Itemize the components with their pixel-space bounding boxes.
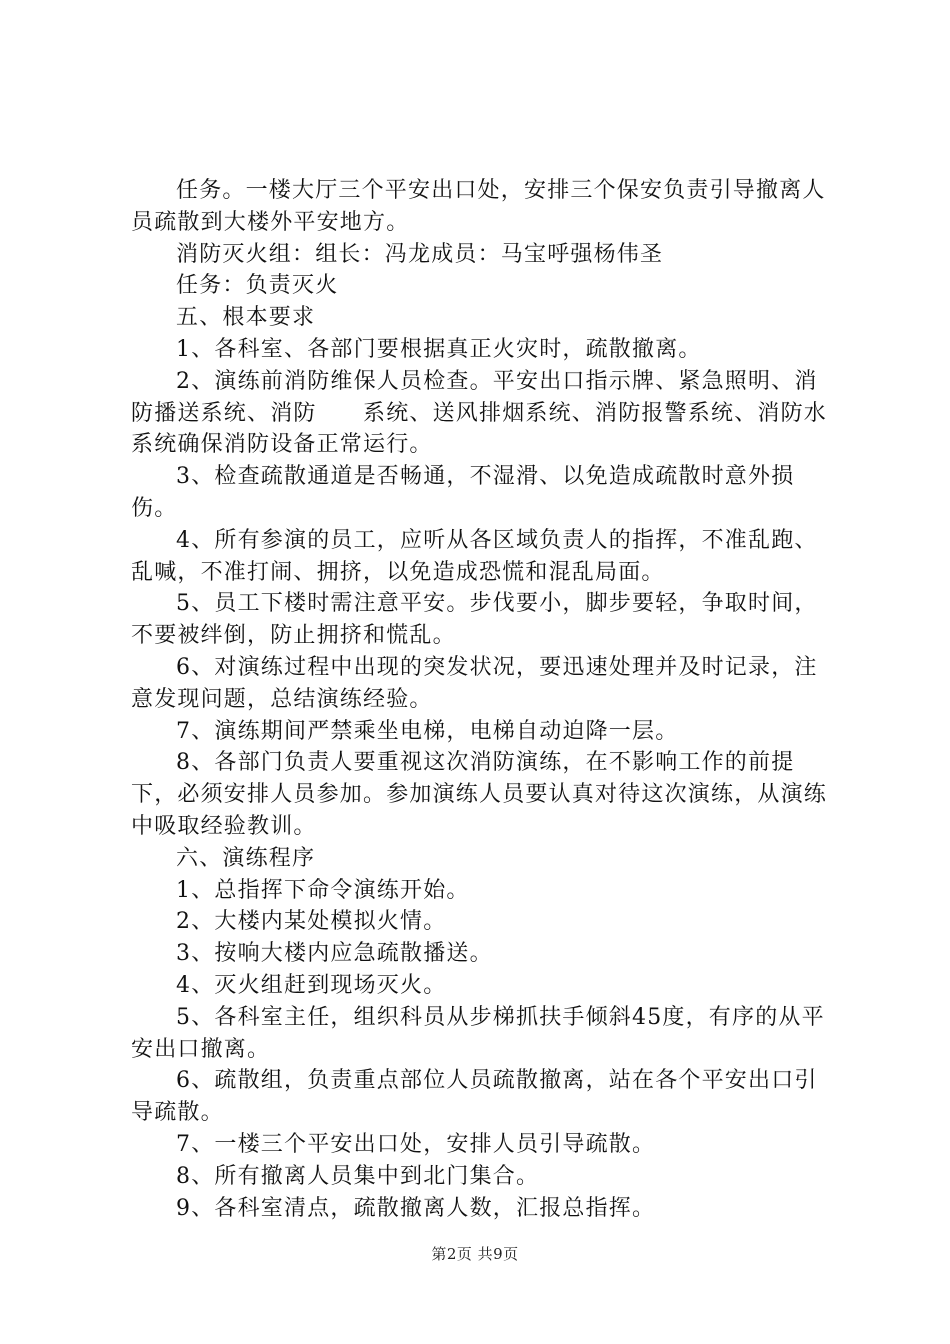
paragraph: 8、各部门负责人要重视这次消防演练，在不影响工作的前提下，必须安排人员参加。参加演练人员要认真对待这次演练，从演练中吸取经验教训。 [131, 750, 828, 839]
paragraph: 2、大楼内某处模拟火情。 [176, 909, 447, 935]
paragraph: 任务：负责灭火 [176, 273, 339, 299]
paragraph: 任务。一楼大厅三个平安出口处，安排三个保安负责引导撤离人员疏散到大楼外平安地方。 [131, 178, 826, 235]
section-heading: 五、根本要求 [176, 305, 316, 331]
section-heading: 六、演练程序 [176, 845, 316, 871]
paragraph: 7、演练期间严禁乘坐电梯，电梯自动迫降一层。 [176, 718, 679, 744]
paragraph: 7、一楼三个平安出口处，安排人员引导疏散。 [176, 1131, 656, 1157]
paragraph: 4、灭火组赶到现场灭火。 [176, 972, 447, 998]
paragraph: 5、各科室主任，组织科员从步梯抓扶手倾斜45度，有序的从平安出口撤离。 [131, 1004, 825, 1062]
paragraph: 8、所有撤离人员集中到北门集合。 [176, 1163, 540, 1189]
paragraph: 6、疏散组，负责重点部位人员疏散撤离，站在各个平安出口引导疏散。 [131, 1068, 818, 1126]
paragraph: 5、员工下楼时需注意平安。步伐要小，脚步要轻，争取时间，不要被绊倒，防止拥挤和慌乱。 [131, 591, 818, 649]
paragraph: 4、所有参演的员工，应听从各区域负责人的指挥，不准乱跑、乱喊，不准打闹、拥挤，以免造成恐慌和混乱局面。 [131, 527, 818, 585]
document-body [131, 175, 831, 1224]
paragraph: 1、总指挥下命令演练开始。 [176, 877, 470, 903]
paragraph: 9、各科室清点，疏散撤离人数，汇报总指挥。 [176, 1195, 656, 1221]
paragraph: 2、演练前消防维保人员检查。平安出口指示牌、紧急照明、消防播送系统、消防 系统、送风排烟系统、消防报警系统、消防水系统确保消防设备正常运行。 [131, 368, 828, 458]
paragraph: 消防灭火组：组长：冯龙成员：马宝呼强杨伟圣 [176, 241, 664, 267]
paragraph: 6、对演练过程中出现的突发状况，要迅速处理并及时记录，注意发现问题，总结演练经验。 [131, 654, 818, 712]
page-number-footer: 第2页 共9页 [431, 1245, 519, 1263]
paragraph: 3、按响大楼内应急疏散播送。 [176, 941, 493, 967]
paragraph: 1、各科室、各部门要根据真正火灾时，疏散撤离。 [176, 336, 702, 362]
paragraph: 3、检查疏散通道是否畅通，不湿滑、以免造成疏散时意外损伤。 [131, 464, 795, 521]
